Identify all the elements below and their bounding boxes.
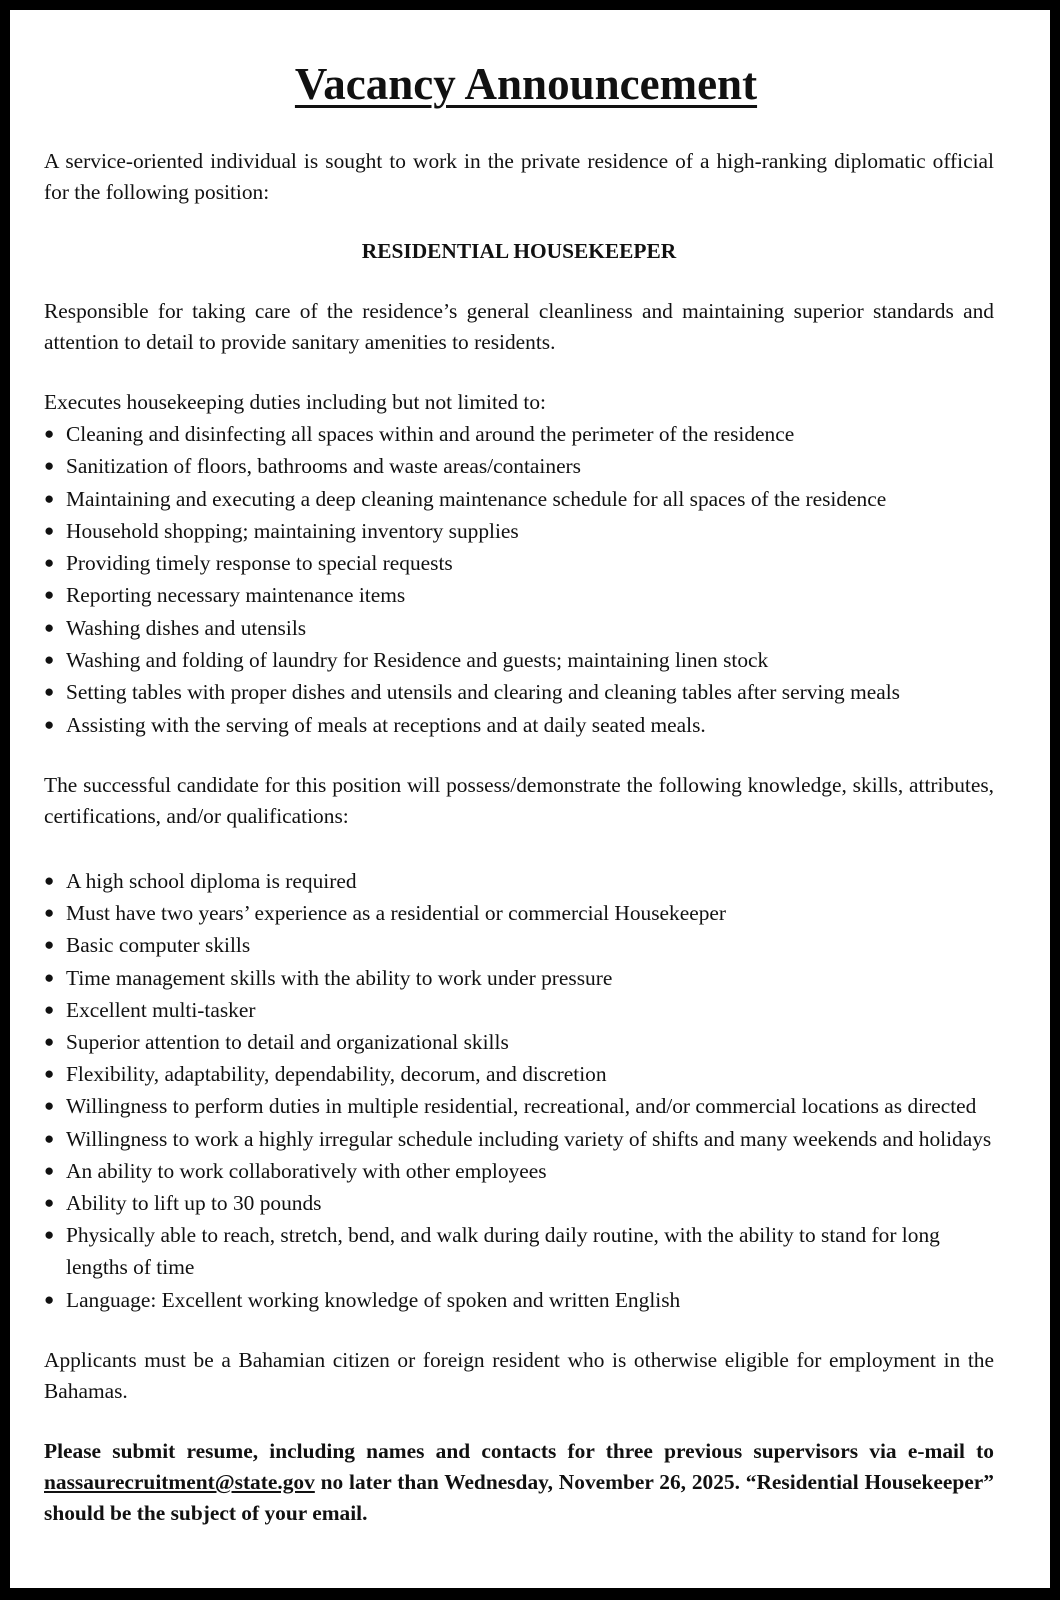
bullet-icon: ● — [44, 1031, 55, 1051]
list-item: ● Washing and folding of laundry for Residence and guests; maintaining linen stock — [44, 644, 994, 676]
bullet-icon: ● — [44, 1160, 55, 1180]
list-item: ● Washing dishes and utensils — [44, 612, 994, 644]
intro-paragraph: A service-oriented individual is sought to work in the private residence of a high-ranking diplomatic official for the following position: — [44, 149, 994, 204]
bullet-icon: ● — [44, 1064, 55, 1084]
qualifications-intro: The successful candidate for this position will possess/demonstrate the following knowledge, skills, attributes, certifications, and/or qualifications: — [44, 772, 994, 828]
bullet-icon: ● — [44, 682, 55, 702]
position-title: RESIDENTIAL HOUSEKEEPER — [361, 239, 677, 263]
bullet-icon: ● — [44, 650, 55, 670]
list-item: ● Superior attention to detail and organizational skills — [44, 1026, 994, 1058]
list-item: ● Setting tables with proper dishes and utensils and clearing and cleaning tables after serving meals — [44, 676, 994, 708]
bullet-icon: ● — [44, 935, 55, 955]
bullet-icon: ● — [44, 520, 55, 540]
bullet-icon: ● — [44, 456, 55, 476]
list-item: ● Providing timely response to special requests — [44, 547, 994, 579]
email-link[interactable]: nassaurecruitment@state.gov — [44, 1469, 315, 1494]
bullet-icon: ● — [44, 1225, 55, 1245]
list-item: ● Must have two years’ experience as a residential or commercial Housekeeper — [44, 897, 994, 929]
list-item: ● Sanitization of floors, bathrooms and waste areas/containers — [44, 450, 994, 482]
list-item: ● Physically able to reach, stretch, bend, and walk during daily routine, with the ability to stand for long lengths of time — [44, 1219, 994, 1283]
qualifications-list — [44, 865, 994, 1316]
list-item: ● Language: Excellent working knowledge of spoken and written English — [44, 1284, 994, 1316]
list-item: ● Excellent multi-tasker — [44, 994, 994, 1026]
list-item: ● Flexibility, adaptability, dependability, decorum, and discretion — [44, 1058, 994, 1090]
announcement-page — [10, 10, 1050, 1588]
bullet-icon: ● — [44, 1289, 55, 1309]
list-item: ● Reporting necessary maintenance items — [44, 579, 994, 611]
bullet-icon: ● — [44, 488, 55, 508]
list-item: ● Basic computer skills — [44, 929, 994, 961]
list-item: ● Time management skills with the ability to work under pressure — [44, 962, 994, 994]
bullet-icon: ● — [44, 424, 55, 443]
bullet-icon: ● — [44, 1128, 55, 1148]
list-item: ● An ability to work collaboratively with other employees — [44, 1155, 994, 1187]
page-title: Vacancy Announcement — [294, 59, 758, 109]
list-item: ● Cleaning and disinfecting all spaces within and around the perimeter of the residence — [44, 418, 994, 450]
responsibility-paragraph: Responsible for taking care of the residence’s general cleanliness and maintaining superior standards and attention to detail to provide sanitary amenities to residents. — [44, 299, 994, 354]
list-item: ● Willingness to perform duties in multiple residential, recreational, and/or commercial locations as directed — [44, 1090, 994, 1122]
bullet-icon: ● — [44, 870, 55, 890]
bullet-icon: ● — [44, 903, 55, 923]
duties-list — [44, 418, 994, 741]
list-item: ● Ability to lift up to 30 pounds — [44, 1187, 994, 1219]
bullet-icon: ● — [44, 999, 55, 1019]
list-item: ● Maintaining and executing a deep cleaning maintenance schedule for all spaces of the residence — [44, 483, 994, 515]
bullet-icon: ● — [44, 585, 55, 605]
bullet-icon: ● — [44, 553, 55, 573]
eligibility-paragraph: Applicants must be a Bahamian citizen or foreign resident who is otherwise eligible for employment in the Bahamas. — [44, 1347, 994, 1403]
submission-paragraph: Please submit resume, including names and contacts for three previous supervisors via e-mail to nassaurecruitment@state.gov no later than Wednesday, November 26, 2025. “Residential Housekeeper” should be the subject of your email. — [44, 1438, 994, 1525]
bullet-icon: ● — [44, 714, 55, 734]
list-item: ● Assisting with the serving of meals at receptions and at daily seated meals. — [44, 709, 994, 741]
list-item: ● A high school diploma is required — [44, 865, 994, 897]
bullet-icon: ● — [44, 1193, 55, 1212]
bullet-icon: ● — [44, 617, 55, 637]
bullet-icon: ● — [44, 1096, 55, 1116]
list-item: ● Willingness to work a highly irregular schedule including variety of shifts and many weekends and holidays — [44, 1123, 994, 1155]
duties-intro: Executes housekeeping duties including but not limited to: — [44, 390, 547, 414]
list-item: ● Household shopping; maintaining inventory supplies — [44, 515, 994, 547]
bullet-icon: ● — [44, 967, 55, 987]
